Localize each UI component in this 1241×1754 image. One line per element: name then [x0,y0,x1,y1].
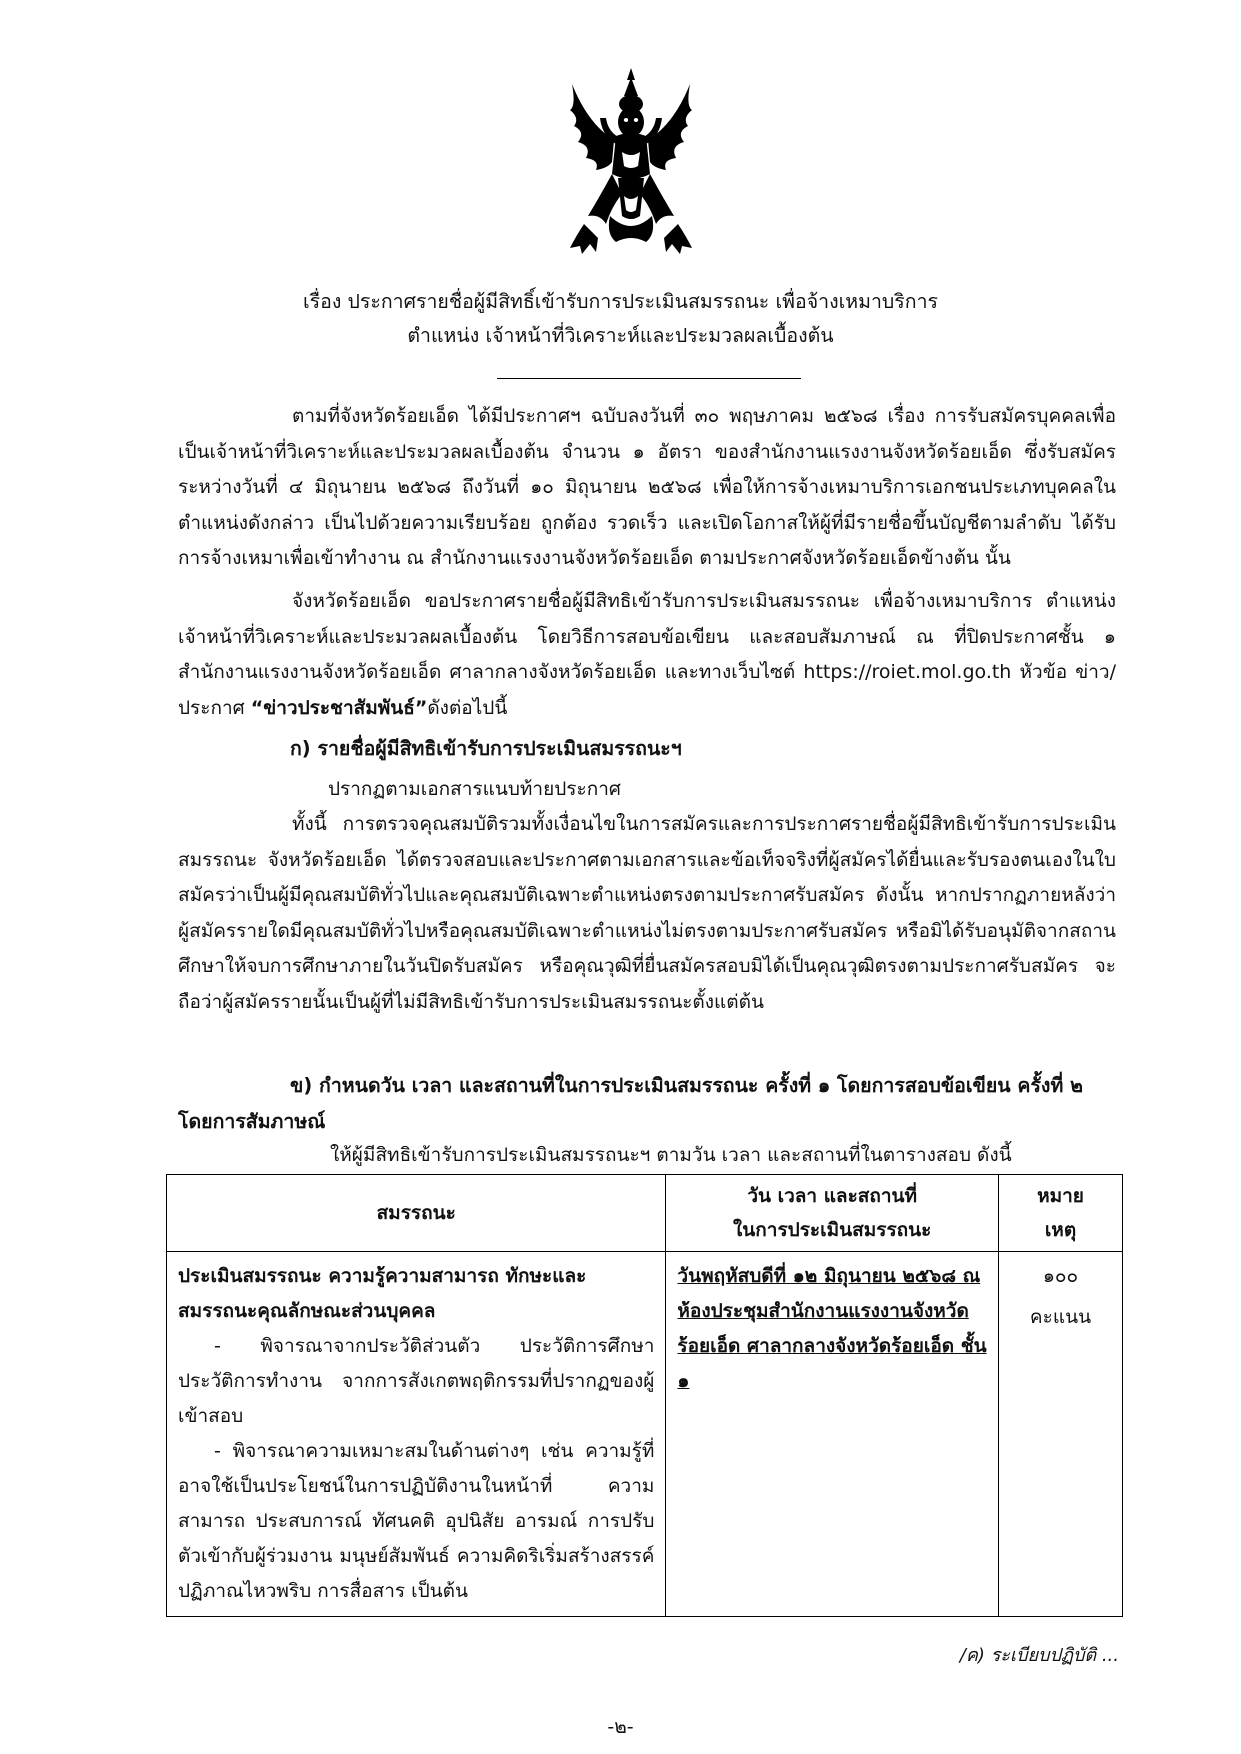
header-date-place [666,1175,999,1252]
date-place-cell [666,1252,999,1617]
header-date-place-line1: วัน เวลา และสถานที่ [747,1185,918,1207]
garuda-emblem-icon [566,66,696,258]
section-b-intro: ให้ผู้มีสิทธิเข้ารับการประเมินสมรรถนะฯ ตามวัน เวลา และสถานที่ในตารางสอบ ดังนี้ [330,1144,1012,1166]
page-number: -๒- [607,1716,634,1738]
table-header-row [167,1175,1123,1252]
paragraph-background [178,399,1116,577]
header-competency: สมรรถนะ [167,1175,666,1252]
competency-item-1: - พิจารณาจากประวัติส่วนตัว ประวัติการศึกษา ประวัติการทำงาน จากการสังเกตพฤติกรรมที่ปรากฏของผู้เข้าสอบ [178,1335,655,1427]
section-b-heading: ข) กำหนดวัน เวลา และสถานที่ในการประเมินสมรรถนะ ครั้งที่ ๑ โดยการสอบข้อเขียน ครั้งที่ ๒ โดยการสัมภาษณ์ [178,1074,1083,1133]
header-date-place-line2: ในการประเมินสมรรถนะ [733,1219,932,1241]
subject-line-1: เรื่อง ประกาศรายชื่อผู้มีสิทธิ์เข้ารับการประเมินสมรรถนะ เพื่อจ้างเหมาบริการ [302,290,938,313]
assessment-date-place: วันพฤหัสบดีที่ ๑๒ มิถุนายน ๒๕๖๘ ณ ห้องประชุมสำนักงานแรงงานจังหวัดร้อยเอ็ด ศาลากลางจังหวัดร้อยเอ็ด ชั้น ๑ [677,1265,987,1392]
paragraph-2-wrapper [178,584,1116,726]
paragraph-eligibility [178,807,1116,1020]
table-row [167,1252,1123,1617]
title-divider [497,378,801,379]
assessment-schedule-table [166,1174,1123,1617]
header-remark-line1: หมาย [1037,1185,1084,1207]
paragraph-1-text: ตามที่จังหวัดร้อยเอ็ด ได้มีประกาศฯ ฉบับลงวันที่ ๓๐ พฤษภาคม ๒๕๖๘ เรื่อง การรับสมัครบุคคลเพื่อเป็นเจ้าหน้าที่วิเคราะห์และประมวลผลเบื้องต้น จำนวน ๑ อัตรา ของสำนักงานแรงงานจังหวัดร้อยเอ็ด ซึ่งรับสมัครระหว่างวันที่ ๔ มิถุนายน ๒๕๖๘ ถึงวันที่ ๑๐ มิถุนายน ๒๕๖๘ เพื่อให้การจ้างเหมาบริการเอกชนประเภทบุคคลในตำแหน่งดังกล่าว เป็นไปด้วยความเรียบร้อย ถูกต้อง รวดเร็ว และเปิดโอกาสให้ผู้ที่มีรายชื่อขึ้นบัญชีตามลำดับ ได้รับการจ้างเหมาเพื่อเข้าทำงาน ณ สำนักงานแรงงานจังหวัดร้อยเอ็ด ตามประกาศจังหวัดร้อยเอ็ดข้างต้น นั้น [178,405,1116,569]
score-value: ๑๐๐ [1042,1265,1079,1287]
competency-cell [167,1252,666,1617]
section-a-reference: ปรากฏตามเอกสารแนบท้ายประกาศ [328,778,621,800]
paragraph-3-text: ทั้งนี้ การตรวจคุณสมบัติรวมทั้งเงื่อนไขในการสมัครและการประกาศรายชื่อผู้มีสิทธิเข้ารับการประเมินสมรรถนะ จังหวัดร้อยเอ็ด ได้ตรวจสอบและประกาศตามเอกสารและข้อเท็จจริงที่ผู้สมัครได้ยื่นและรับรองตนเองในใบสมัครว่าเป็นผู้มีคุณสมบัติทั่วไปและคุณสมบัติเฉพาะตำแหน่งตรงตามประกาศรับสมัคร ดังนั้น หากปรากฏภายหลังว่าผู้สมัครรายใดมีคุณสมบัติทั่วไปหรือคุณสมบัติเฉพาะตำแหน่งไม่ตรงตามประกาศรับสมัคร หรือมิได้รับอนุมัติจากสถานศึกษาให้จบการศึกษาภายในวันปิดรับสมัคร หรือคุณวุฒิที่ยื่นสมัครสอบมิได้เป็นคุณวุฒิตรงตามประกาศรับสมัคร จะถือว่าผู้สมัครรายนั้นเป็นผู้ที่ไม่มีสิทธิเข้ารับการประเมินสมรรถนะตั้งแต่ต้น [178,813,1116,1013]
competency-title: ประเมินสมรรถนะ ความรู้ความสามารถ ทักษะและสมรรถนะคุณลักษณะส่วนบุคคล [178,1265,587,1322]
continuation-note: /ค) ระเบียบปฏิบัติ ... [959,1645,1119,1666]
paragraph-2-tail: ดังต่อไปนี้ [427,696,508,719]
competency-item-2: - พิจารณาความเหมาะสมในด้านต่างๆ เช่น ความรู้ที่อาจใช้เป็นประโยชน์ในการปฏิบัติงานในหน้าที่ ความสามารถ ประสบการณ์ ทัศนคติ อุปนิสัย อารมณ์ การปรับตัวเข้ากับผู้ร่วมงาน มนุษย์สัมพันธ์ ความคิดริเริ่มสร้างสรรค์ ปฏิภาณไหวพริบ การสื่อสาร เป็นต้น [178,1440,655,1602]
paragraph-2-text: จังหวัดร้อยเอ็ด ขอประกาศรายชื่อผู้มีสิทธิเข้ารับการประเมินสมรรถนะ เพื่อจ้างเหมาบริการ ตำแหน่งเจ้าหน้าที่วิเคราะห์และประมวลผลเบื้องต้น โดยวิธีการสอบข้อเขียน และสอบสัมภาษณ์ ณ ที่ปิดประกาศชั้น ๑ สำนักงานแรงงานจังหวัดร้อยเอ็ด ศาลากลางจังหวัดร้อยเอ็ด และทางเว็บไซต์ https://roiet.mol.go.th หัวข้อ ข่าว/ประกาศ [178,590,1116,719]
header-remark-line2: เหตุ [1044,1219,1077,1241]
remark-cell [999,1252,1123,1617]
paragraph-announcement [178,584,1116,726]
section-a-heading: ก) รายชื่อผู้มีสิทธิเข้ารับการประเมินสมรรถนะฯ [290,737,682,760]
header-remark [999,1175,1123,1252]
subject-line-2: ตำแหน่ง เจ้าหน้าที่วิเคราะห์และประมวลผลเบื้องต้น [407,324,834,347]
news-section-name: “ข่าวประชาสัมพันธ์” [250,696,428,719]
score-unit: คะแนน [1029,1306,1092,1328]
